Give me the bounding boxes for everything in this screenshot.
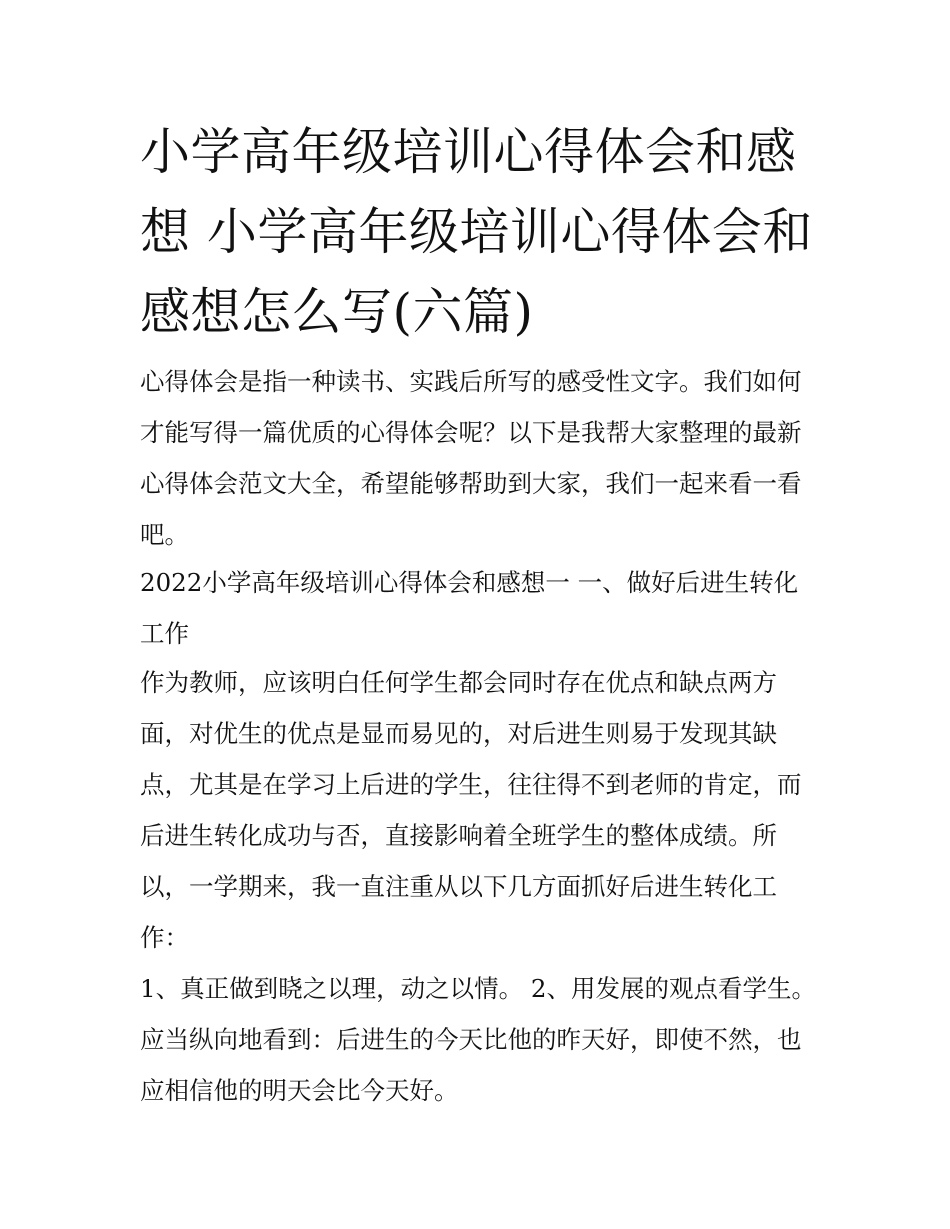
body-paragraph-1: 作为教师，应该明白任何学生都会同时存在优点和缺点两方面，对优生的优点是显而易见的，对后进生则易于发现其缺点，尤其是在学习上后进的学生，往往得不到老师的肯定，而后进生转化成功与否，直接影响着全班学生的整体成绩。所以，一学期来，我一直注重从以下几方面抓好后进生转化工作：: [140, 668, 802, 952]
body-paragraph-2: 1、真正做到晓之以理，动之以情。 2、用发展的观点看学生。应当纵向地看到：后进生的今天比他的昨天好，即使不然，也应相信他的明天会比今天好。: [140, 974, 816, 1105]
intro-paragraph: 心得体会是指一种读书、实践后所写的感受性文字。我们如何才能写得一篇优质的心得体会呢？以下是我帮大家整理的最新心得体会范文大全，希望能够帮助到大家，我们一起来看一看吧。: [140, 367, 802, 549]
document-title: 小学高年级培训心得体会和感想 小学高年级培训心得体会和感想怎么写(六篇): [140, 123, 813, 341]
section-heading: 2022小学高年级培训心得体会和感想一 一、做好后进生转化工作: [140, 568, 799, 648]
